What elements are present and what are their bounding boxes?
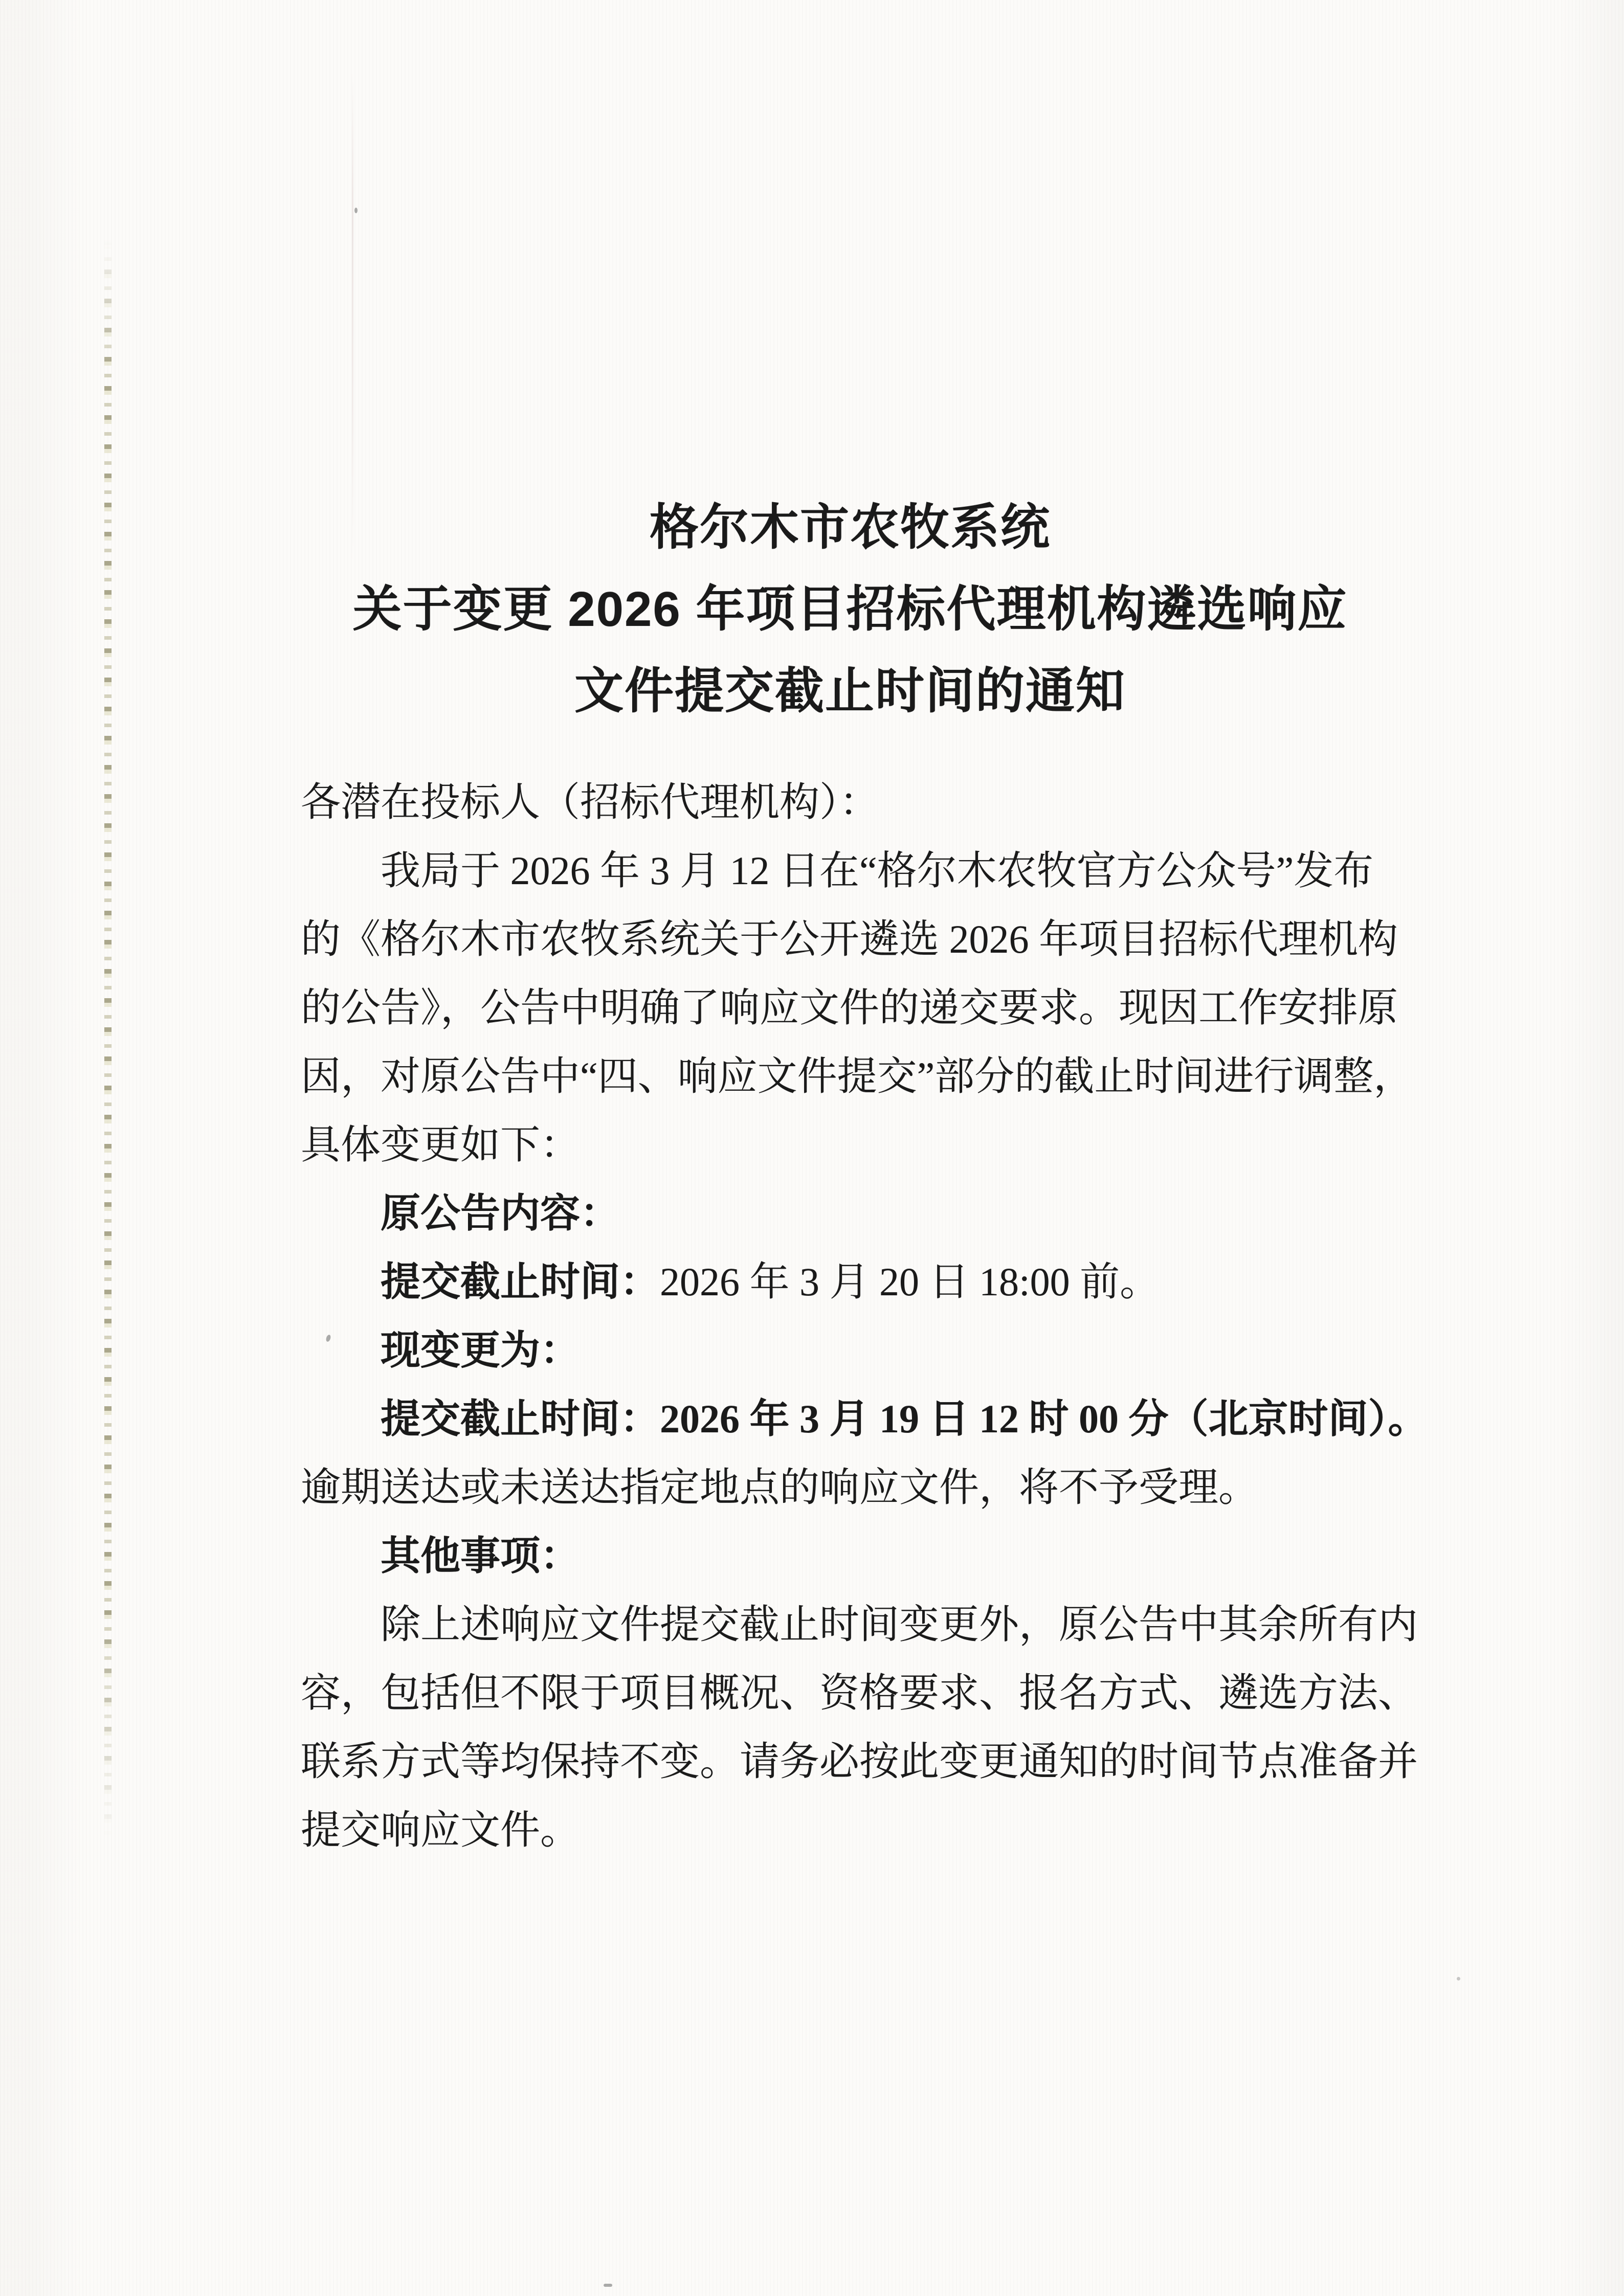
scan-speck bbox=[307, 1478, 310, 1483]
body-line-segment: 容，包括但不限于项目概况、资格要求、报名方式、遴选方法、 bbox=[301, 1671, 1418, 1715]
notice-title bbox=[218, 487, 1482, 732]
body-line bbox=[301, 1248, 1441, 1316]
notice-body bbox=[301, 768, 1441, 1864]
body-line bbox=[301, 1522, 1441, 1590]
body-line bbox=[301, 905, 1441, 974]
body-line-segment: 因，对原公告中“四、响应文件提交”部分的截止时间进行调整， bbox=[301, 1054, 1414, 1098]
body-line-segment: 现变更为： bbox=[381, 1328, 581, 1372]
body-line-segment: 除上述响应文件提交截止时间变更外，原公告中其余所有内 bbox=[381, 1602, 1418, 1647]
body-line bbox=[301, 1727, 1441, 1796]
title-line-2: 关于变更 2026 年项目招标代理机构遴选响应 bbox=[352, 582, 1348, 637]
scan-speck bbox=[604, 2284, 612, 2287]
body-line bbox=[301, 1042, 1441, 1111]
body-line bbox=[301, 1796, 1441, 1864]
body-line-segment: 具体变更如下： bbox=[301, 1122, 581, 1167]
body-line bbox=[301, 837, 1441, 905]
body-line-segment: 其他事项： bbox=[381, 1534, 581, 1578]
body-line-segment: 的公告》，公告中明确了响应文件的递交要求。现因工作安排原 bbox=[301, 985, 1398, 1030]
body-line bbox=[301, 1385, 1441, 1453]
body-line bbox=[301, 1179, 1441, 1248]
body-line-segment: 逾期送达或未送达指定地点的响应文件，将不予受理。 bbox=[301, 1465, 1259, 1510]
binding-edge-marks bbox=[104, 240, 112, 1841]
body-line bbox=[301, 1590, 1441, 1659]
body-line bbox=[301, 768, 1441, 837]
body-line-segment: 联系方式等均保持不变。请务必按此变更通知的时间节点准备并 bbox=[301, 1739, 1418, 1784]
body-line bbox=[301, 1659, 1441, 1727]
body-line-segment: 2026 年 3 月 20 日 18:00 前。 bbox=[660, 1259, 1160, 1304]
body-line bbox=[301, 1111, 1441, 1179]
body-line bbox=[301, 974, 1441, 1042]
body-line bbox=[301, 1453, 1441, 1522]
body-line-segment: 原公告内容： bbox=[381, 1191, 620, 1235]
body-line-segment: 提交截止时间：2026 年 3 月 19 日 12 时 00 分（北京时间）。 bbox=[381, 1397, 1428, 1441]
scan-speck bbox=[1457, 1977, 1460, 1980]
title-line-3: 文件提交截止时间的通知 bbox=[574, 664, 1126, 718]
scan-speck bbox=[354, 208, 358, 213]
body-line-segment: 提交响应文件。 bbox=[301, 1808, 581, 1852]
body-line-segment: 我局于 2026 年 3 月 12 日在“格尔木农牧官方公众号”发布 bbox=[381, 848, 1374, 893]
body-line-segment: 的《格尔木市农牧系统关于公开遴选 2026 年项目招标代理机构 bbox=[301, 917, 1398, 961]
body-line-segment: 提交截止时间： bbox=[381, 1259, 660, 1304]
title-line-1: 格尔木市农牧系统 bbox=[650, 500, 1051, 555]
body-line bbox=[301, 1316, 1441, 1385]
body-line-segment: 各潜在投标人（招标代理机构）： bbox=[301, 780, 880, 824]
